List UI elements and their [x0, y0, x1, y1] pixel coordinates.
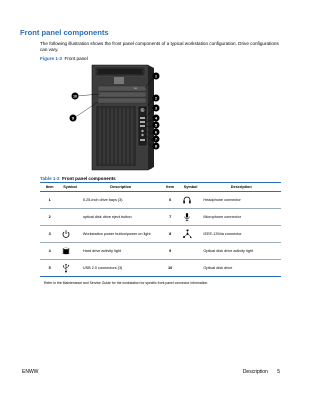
- callout-1: 1: [154, 73, 158, 79]
- row-description-2: Optical disk drive: [201, 260, 281, 277]
- header-item-2: Item: [161, 183, 180, 192]
- callout-5: 5: [154, 122, 158, 128]
- row-symbol-empty: [59, 209, 81, 226]
- row-description: Hard drive activity light: [81, 243, 161, 260]
- row-item-2: 10: [161, 260, 180, 277]
- table-row: [40, 192, 281, 209]
- row-description: Workstation power button/power on light: [81, 226, 161, 243]
- row-symbol-empty: [59, 192, 81, 209]
- header-description-2: Description: [201, 183, 281, 192]
- figure-number: Figure 1-3: [40, 56, 62, 61]
- figure-caption: [40, 56, 88, 61]
- row-symbol: [59, 226, 81, 243]
- table-number: Table 1-2: [40, 176, 60, 181]
- row-description-2: Headphone connector: [201, 192, 281, 209]
- callout-8: 8: [154, 143, 158, 149]
- row-item-2: 6: [161, 192, 180, 209]
- intro-paragraph: The following illustration shows the front panel components of a typical workstation configuration. Drive configurations can vary.: [40, 41, 279, 53]
- callout-3: 3: [154, 105, 158, 111]
- front-panel-illustration: [40, 62, 180, 174]
- row-item-2: 7: [161, 209, 180, 226]
- header-symbol-2: Symbol: [180, 183, 202, 192]
- table-row: [40, 209, 281, 226]
- callout-4: 4: [154, 115, 158, 121]
- row-symbol: [59, 243, 81, 260]
- row-item-2: 8: [161, 226, 180, 243]
- table-caption: [40, 176, 116, 181]
- row-description: USB 2.0 connectors (3): [81, 260, 161, 277]
- power-icon: [61, 229, 71, 239]
- page-number: 5: [277, 369, 280, 375]
- row-symbol-2-empty: [180, 243, 202, 260]
- figure-title: Front panel: [64, 56, 88, 61]
- row-item-2: 9: [161, 243, 180, 260]
- ieee1394-icon: [182, 229, 193, 239]
- table-footnote: Refer to the Maintenance and Service Guide for the workstation for specific front panel connector information.: [44, 281, 209, 285]
- table-header-row: [40, 183, 281, 192]
- table-title: Front panel components: [62, 176, 116, 181]
- callout-6: 6: [154, 129, 158, 135]
- row-description: optical disk drive eject button: [81, 209, 161, 226]
- page-title: Front panel components: [20, 28, 109, 37]
- header-symbol: Symbol: [59, 183, 81, 192]
- callout-10: 10: [73, 94, 77, 99]
- row-item: 5: [40, 260, 59, 277]
- hard-drive-icon: [61, 246, 71, 256]
- table-row: [40, 226, 281, 243]
- usb-icon: [61, 263, 71, 273]
- row-item: 1: [40, 192, 59, 209]
- callout-7: 7: [154, 136, 158, 142]
- callout-2: 2: [154, 95, 158, 101]
- drive-bays: [98, 86, 146, 103]
- headphone-icon: [182, 195, 192, 205]
- footer-section-title: Description: [242, 369, 268, 375]
- row-item: 2: [40, 209, 59, 226]
- row-symbol-2-empty: [180, 260, 202, 277]
- footer-label: ENWW: [22, 369, 39, 375]
- row-description-2: Microphone connector: [201, 209, 281, 226]
- header-item: Item: [40, 183, 59, 192]
- row-symbol-2: [180, 209, 202, 226]
- row-description-2: IEEE-1394a connector: [201, 226, 281, 243]
- components-table: [40, 182, 281, 277]
- microphone-icon: [182, 212, 192, 222]
- footer-section: [243, 369, 280, 375]
- callout-9: 9: [71, 115, 75, 121]
- row-item: 4: [40, 243, 59, 260]
- row-symbol-2: [180, 192, 202, 209]
- header-description: Description: [81, 183, 161, 192]
- row-description: 5.25-inch drive bays (3): [81, 192, 161, 209]
- front-grille: [96, 106, 136, 166]
- row-item: 3: [40, 226, 59, 243]
- table-row: [40, 260, 281, 277]
- row-description-2: Optical disk drive activity light: [201, 243, 281, 260]
- table-row: [40, 243, 281, 260]
- row-symbol-2: [180, 226, 202, 243]
- row-symbol: [59, 260, 81, 277]
